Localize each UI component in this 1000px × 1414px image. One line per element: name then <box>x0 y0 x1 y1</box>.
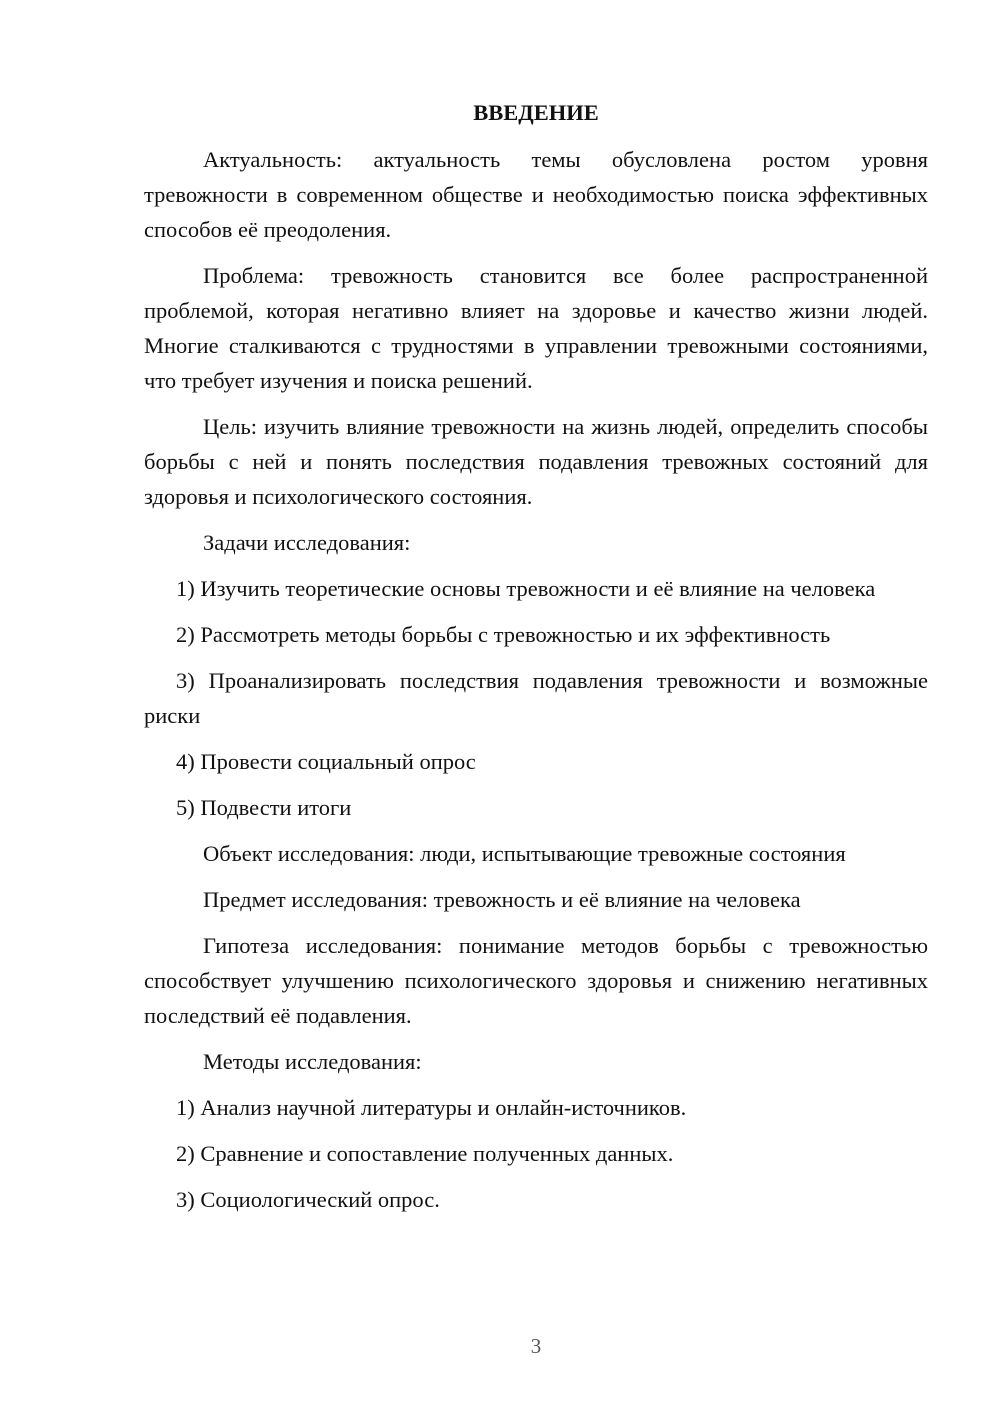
method-item-3: 3) Социологический опрос. <box>176 1187 440 1212</box>
section-title: ВВЕДЕНИЕ <box>473 100 599 125</box>
hypothesis-paragraph: Гипотеза исследования: понимание методов борьбы с тревожностью способствует улучшению психологического здоровья и снижению негативных последствий её подавления. <box>144 933 928 1028</box>
task-item-5: 5) Подвести итоги <box>176 795 352 820</box>
relevance-paragraph: Актуальность: актуальность темы обусловлена ростом уровня тревожности в современном обществе и необходимостью поиска эффективных способов её преодоления. <box>144 147 928 242</box>
research-object: Объект исследования: люди, испытывающие тревожные состояния <box>203 841 846 866</box>
page-body <box>144 95 928 1228</box>
page-number: 3 <box>530 1334 542 1358</box>
task-item-3: 3) Проанализировать последствия подавления тревожности и возможные риски <box>144 668 928 728</box>
problem-paragraph: Проблема: тревожность становится все более распространенной проблемой, которая негативно влияет на здоровье и качество жизни людей. Многие сталкиваются с трудностями в управлении тревожными состояниями, что требует изучения и поиска решений. <box>144 263 928 393</box>
tasks-heading: Задачи исследования: <box>203 530 411 555</box>
method-item-1: 1) Анализ научной литературы и онлайн-источников. <box>176 1095 687 1120</box>
method-item-2: 2) Сравнение и сопоставление полученных данных. <box>176 1141 674 1166</box>
task-item-4: 4) Провести социальный опрос <box>176 749 476 774</box>
task-item-1: 1) Изучить теоретические основы тревожности и её влияние на человека <box>176 576 876 601</box>
goal-paragraph: Цель: изучить влияние тревожности на жизнь людей, определить способы борьбы с ней и понять последствия подавления тревожных состояний для здоровья и психологического состояния. <box>144 414 928 509</box>
methods-heading: Методы исследования: <box>203 1049 422 1074</box>
research-subject: Предмет исследования: тревожность и её влияние на человека <box>203 887 801 912</box>
task-item-2: 2) Рассмотреть методы борьбы с тревожностью и их эффективность <box>176 622 831 647</box>
